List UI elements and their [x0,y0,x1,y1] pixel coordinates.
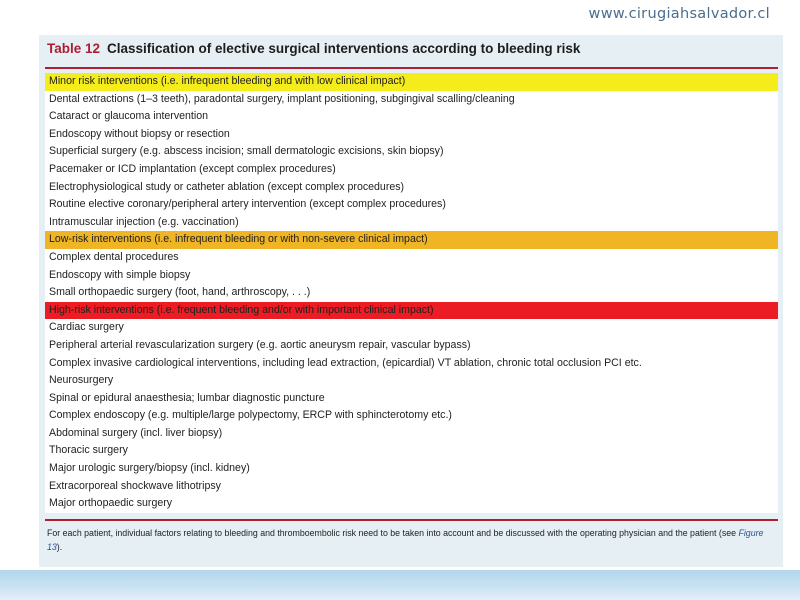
table-bottom-rule [45,519,778,521]
table-row: Major orthopaedic surgery [45,495,778,513]
table-row: Electrophysiological study or catheter ablation (except complex procedures) [45,179,778,197]
table-row: Neurosurgery [45,372,778,390]
table-row: Complex endoscopy (e.g. multiple/large polypectomy, ERCP with sphincterotomy etc.) [45,407,778,425]
table-row: Pacemaker or ICD implantation (except complex procedures) [45,161,778,179]
footnote-text: For each patient, individual factors relating to bleeding and thromboembolic risk need to be taken into account and be discussed with the operating physician and the patient (see [47,528,739,538]
table-row: Cataract or glaucoma intervention [45,108,778,126]
table-row: Cardiac surgery [45,319,778,337]
table-row: Spinal or epidural anaesthesia; lumbar diagnostic puncture [45,390,778,408]
table-row: Superficial surgery (e.g. abscess incision; small dermatologic excisions, skin biopsy) [45,143,778,161]
table-row: Thoracic surgery [45,442,778,460]
table-footnote [47,527,777,554]
table-top-rule [45,67,778,69]
table-row: Abdominal surgery (incl. liver biopsy) [45,425,778,443]
category-header-high-risk: High-risk interventions (i.e. frequent bleeding and/or with important clinical impact) [45,302,778,320]
table-row: Complex dental procedures [45,249,778,267]
table-row: Small orthopaedic surgery (foot, hand, arthroscopy, . . .) [45,284,778,302]
table-row: Intramuscular injection (e.g. vaccination) [45,214,778,232]
table-row: Major urologic surgery/biopsy (incl. kidney) [45,460,778,478]
table-label: Table 12 [47,41,101,56]
table-title: Classification of elective surgical interventions according to bleeding risk [107,41,581,56]
site-url[interactable]: www.cirugiahsalvador.cl [588,6,770,22]
table-row: Endoscopy without biopsy or resection [45,126,778,144]
table-panel [39,35,783,567]
table-row: Routine elective coronary/peripheral artery intervention (except complex procedures) [45,196,778,214]
table-row: Peripheral arterial revascularization surgery (e.g. aortic aneurysm repair, vascular bypass) [45,337,778,355]
footnote-end: ). [56,541,63,552]
table-heading [47,41,580,56]
table-row: Dental extractions (1–3 teeth), paradontal surgery, implant positioning, subgingival scalling/cleaning [45,91,778,109]
category-header-minor-risk: Minor risk interventions (i.e. infrequent bleeding and with low clinical impact) [45,73,778,91]
category-header-low-risk: Low-risk interventions (i.e. infrequent bleeding or with non-severe clinical impact) [45,231,778,249]
bottom-decorative-band [0,570,800,600]
table-row: Endoscopy with simple biopsy [45,267,778,285]
figure-reference-link[interactable]: Figure 13 [47,528,764,552]
table-row: Complex invasive cardiological interventions, including lead extraction, (epicardial) VT ablation, chronic total occlusion PCI etc. [45,355,778,373]
table-rows [45,73,778,513]
table-row: Extracorporeal shockwave lithotripsy [45,478,778,496]
